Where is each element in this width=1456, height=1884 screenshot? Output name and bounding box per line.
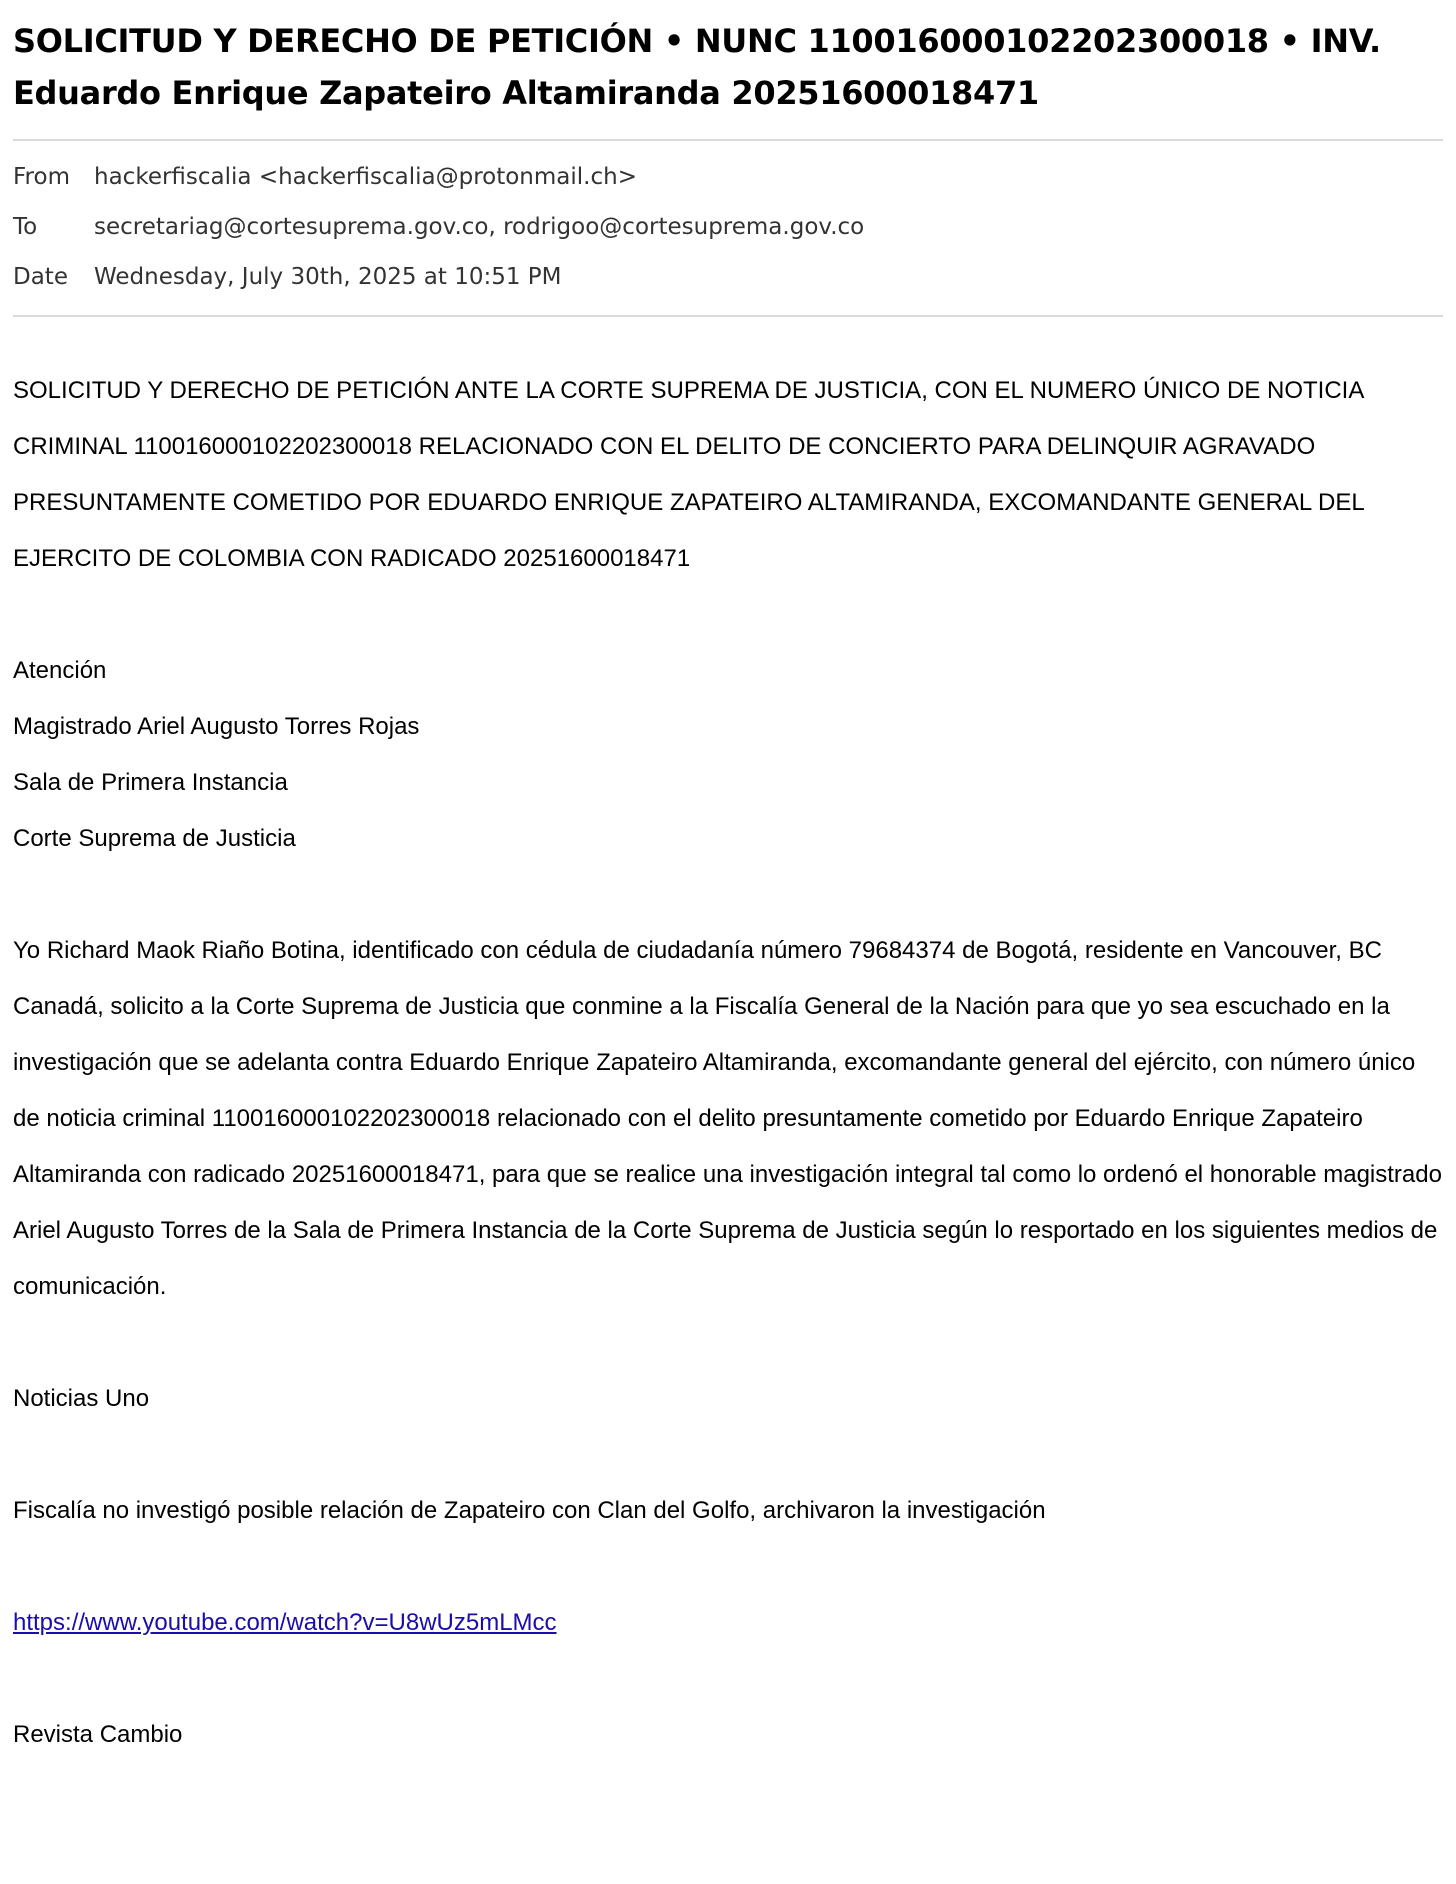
youtube-link[interactable]: https://www.youtube.com/watch?v=U8wUz5mLMcc [13, 1609, 557, 1636]
magistrate-line: Magistrado Ariel Augusto Torres Rojas [13, 713, 420, 740]
to-label: To [13, 214, 38, 240]
to-value: secretariag@cortesuprema.gov.co, rodrigoo@cortesuprema.gov.co [94, 214, 865, 240]
court-line: Corte Suprema de Justicia [13, 825, 296, 852]
to-row [13, 202, 1443, 252]
intro-paragraph: SOLICITUD Y DERECHO DE PETICIÓN ANTE LA CORTE SUPREMA DE JUSTICIA, CON EL NUMERO ÚNICO DE NOTICIA CRIMINAL 110016000102202300018 RELACIONADO CON EL DELITO DE CONCIERTO PARA DELINQUIR AGRAVADO PRESUNTAMENTE COMETIDO POR EDUARDO ENRIQUE ZAPATEIRO ALTAMIRANDA, EXCOMANDANTE GENERAL DEL EJERCITO DE COLOMBIA CON RADICADO 20251600018471 [13, 377, 1364, 572]
source-headline: Fiscalía no investigó posible relación de Zapateiro con Clan del Golfo, archivaron la investigación [13, 1497, 1046, 1524]
email-headers [13, 141, 1443, 302]
date-row [13, 252, 1443, 302]
date-label: Date [13, 264, 68, 290]
email-page [13, 0, 1443, 1763]
source-name-revista-cambio: Revista Cambio [13, 1721, 183, 1748]
email-subject: SOLICITUD Y DERECHO DE PETICIÓN • NUNC 110016000102202300018 • INV. Eduardo Enrique Zapateiro Altamiranda 20251600018471 [13, 22, 1381, 112]
from-value: hackerfiscalia <hackerfiscalia@protonmail.ch> [94, 164, 637, 190]
from-row [13, 152, 1443, 202]
date-value: Wednesday, July 30th, 2025 at 10:51 PM [94, 264, 562, 290]
attention-line: Atención [13, 657, 107, 684]
email-body [13, 317, 1443, 1763]
chamber-line: Sala de Primera Instancia [13, 769, 288, 796]
from-label: From [13, 164, 70, 190]
request-paragraph: Yo Richard Maok Riaño Botina, identificado con cédula de ciudadanía número 79684374 de Bogotá, residente en Vancouver, BC Canadá, solicito a la Corte Suprema de Justicia que conmine a la Fiscalía General de la Nación para que yo sea escuchado en la investigación que se adelanta contra Eduardo Enrique Zapateiro Altamiranda, excomandante general del ejército, con número único de noticia criminal 110016000102202300018 relacionado con el delito presuntamente cometido por Eduardo Enrique Zapateiro Altamiranda con radicado 20251600018471, para que se realice una investigación integral tal como lo ordenó el honorable magistrado Ariel Augusto Torres de la Sala de Primera Instancia de la Corte Suprema de Justicia según lo resportado en los siguientes medios de comunicación. [13, 937, 1442, 1300]
source-name-noticias-uno: Noticias Uno [13, 1385, 150, 1412]
